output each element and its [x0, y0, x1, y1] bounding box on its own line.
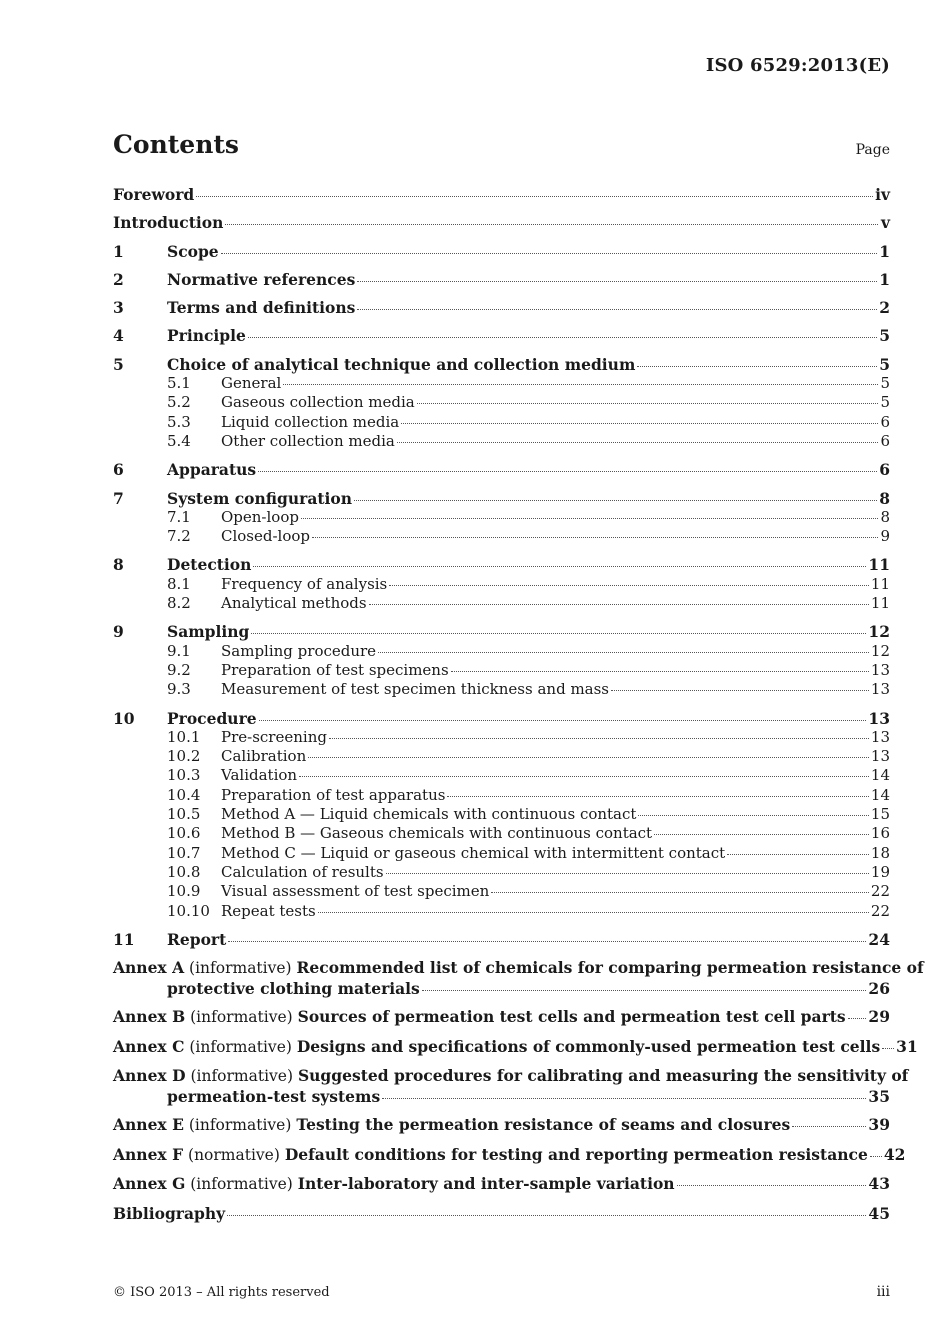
dot-leader — [727, 854, 869, 855]
annex-label: Annex G — [113, 1174, 186, 1194]
toc-entry-page: 35 — [868, 1086, 890, 1106]
toc-entry-page: 11 — [870, 594, 890, 613]
toc-entry-title: Preparation of test specimens — [221, 660, 449, 679]
annex-title: Inter-laboratory and inter-sample variation — [297, 1174, 675, 1194]
dot-leader — [389, 585, 869, 586]
dot-leader — [221, 253, 878, 254]
dot-leader — [401, 423, 878, 424]
toc-entry-page: 5 — [880, 393, 890, 412]
dot-leader — [259, 720, 867, 721]
annex-type: (informative) — [189, 959, 292, 978]
toc-entry-bibliography[interactable] — [113, 1204, 890, 1223]
toc-entry-page: 13 — [870, 727, 890, 746]
toc-entry-number: 10.8 — [167, 862, 201, 881]
toc-subentry-8-1[interactable] — [113, 575, 890, 594]
toc-entry-page: 1 — [879, 269, 890, 289]
toc-entry-number: 10.9 — [167, 882, 201, 901]
annex-label: Annex D — [113, 1066, 186, 1086]
toc-entry-title: Calibration — [221, 747, 307, 766]
toc-entry-number: 11 — [113, 929, 135, 949]
toc-entry-title: Calculation of results — [221, 862, 384, 881]
dot-leader — [354, 500, 877, 501]
toc-entry-page: 6 — [880, 431, 890, 450]
toc-entry-number: 5.3 — [167, 412, 191, 431]
annex-title-continued: permeation-test systems — [167, 1086, 381, 1106]
toc-subentry-10-10[interactable] — [113, 902, 890, 921]
annex-title: Recommended list of chemicals for comparing permeation resistance of — [296, 958, 924, 978]
toc-entry-page: 6 — [880, 412, 890, 431]
toc-annex-f[interactable] — [113, 1144, 906, 1166]
annex-type: (informative) — [190, 1067, 294, 1086]
toc-entry-title: Procedure — [167, 708, 257, 728]
toc-entry-page: 22 — [870, 901, 890, 920]
toc-entry-title: Detection — [167, 555, 252, 575]
toc-subentry-8-2[interactable] — [113, 594, 890, 613]
toc-entry-page: 43 — [868, 1174, 890, 1194]
toc-entry-page: 6 — [879, 460, 890, 480]
dot-leader — [611, 690, 869, 691]
toc-annex-d[interactable] — [113, 1066, 909, 1106]
toc-entry-number: 5 — [113, 354, 124, 374]
toc-annex-c[interactable] — [113, 1036, 918, 1058]
toc-entry-title: Liquid collection media — [221, 412, 400, 431]
toc-entry-page: 29 — [868, 1007, 890, 1027]
dot-leader — [638, 815, 868, 816]
toc-entry-page: 42 — [883, 1144, 906, 1164]
toc-entry-title: Frequency of analysis — [221, 574, 388, 593]
annex-type: (informative) — [189, 1037, 292, 1056]
annex-title: Suggested procedures for calibrating and measuring the sensitivity of — [297, 1066, 909, 1086]
toc-entry-page: 22 — [870, 882, 890, 901]
toc-entry-number: 6 — [113, 460, 124, 480]
toc-entry-page: 9 — [880, 527, 890, 546]
toc-entry-detection[interactable] — [113, 555, 890, 574]
toc-entry-number: 10.4 — [167, 785, 201, 804]
dot-leader — [227, 1215, 866, 1216]
toc-entry-number: 2 — [113, 269, 124, 289]
toc-entry-page: 1 — [879, 241, 890, 261]
toc-entry-number: 10.1 — [167, 727, 201, 746]
annex-type: (normative) — [188, 1145, 280, 1164]
toc-entry-number: 10.10 — [167, 901, 210, 920]
dot-leader — [654, 834, 869, 835]
toc-entry-number: 10.2 — [167, 747, 201, 766]
toc-entry-title: Other collection media — [221, 431, 395, 450]
toc-subentry-10-2[interactable] — [113, 747, 890, 766]
toc-entry-page: 2 — [879, 298, 890, 318]
annex-title: Default conditions for testing and reporting permeation resistance — [284, 1144, 868, 1164]
toc-entry-page: 5 — [879, 354, 890, 374]
toc-entry-number: 7.1 — [167, 507, 191, 526]
toc-subentry-10-6[interactable] — [113, 824, 890, 843]
document-id: ISO 6529:2013(E) — [705, 55, 890, 76]
toc-entry-number: 8.2 — [167, 594, 191, 613]
dot-leader — [196, 196, 873, 197]
toc-entry-title: Method A — Liquid chemicals with continuous contact — [221, 805, 637, 824]
annex-type: (informative) — [190, 1008, 293, 1027]
annex-type: (informative) — [190, 1175, 293, 1194]
dot-leader — [357, 309, 877, 310]
toc-subentry-10-7[interactable] — [113, 844, 890, 863]
toc-entry-number: 4 — [113, 326, 124, 346]
toc-entry-title: Open-loop — [221, 507, 299, 526]
dot-leader — [228, 941, 866, 942]
dot-leader — [417, 403, 878, 404]
page-number: iii — [876, 1284, 890, 1300]
toc-entry-foreword[interactable] — [113, 185, 890, 204]
dot-leader — [283, 384, 878, 385]
dot-leader — [251, 633, 866, 634]
toc-annex-b[interactable] — [113, 1007, 890, 1028]
toc-entry-title: Terms and definitions — [167, 298, 356, 318]
dot-leader — [382, 1098, 866, 1099]
toc-entry-page: 13 — [870, 660, 890, 679]
toc-subentry-7-2[interactable] — [113, 527, 890, 546]
toc-entry-page: 45 — [868, 1203, 890, 1223]
dot-leader — [248, 337, 877, 338]
toc-entry-title: Introduction — [113, 213, 224, 233]
toc-entry-title: Foreword — [113, 185, 195, 204]
toc-entry-number: 10 — [113, 708, 135, 728]
toc-entry-title: Normative references — [167, 269, 356, 289]
toc-entry-title: Preparation of test apparatus — [221, 785, 446, 804]
dot-leader — [357, 281, 877, 282]
toc-subentry-10-5[interactable] — [113, 805, 890, 824]
toc-entry-title: Measurement of test specimen thickness and mass — [221, 680, 610, 699]
toc-entry-title: Sampling procedure — [221, 641, 377, 660]
toc-entry-page: 14 — [870, 785, 890, 804]
dot-leader — [318, 912, 869, 913]
dot-leader — [451, 671, 869, 672]
toc-entry-title: Scope — [167, 241, 219, 261]
toc-subentry-9-1[interactable] — [113, 642, 890, 661]
toc-entry-normative-references[interactable] — [113, 270, 890, 289]
toc-entry-page: 18 — [870, 843, 890, 862]
dot-leader — [386, 873, 869, 874]
toc-subentry-5-4[interactable] — [113, 432, 890, 451]
toc-entry-terms-definitions[interactable] — [113, 298, 890, 317]
toc-entry-number: 9 — [113, 622, 124, 642]
toc-entry-title: General — [221, 374, 282, 393]
toc-subentry-10-3[interactable] — [113, 766, 890, 785]
toc-entry-page: 31 — [896, 1036, 918, 1056]
toc-entry-page: iv — [875, 185, 890, 204]
toc-entry-number: 10.5 — [167, 805, 201, 824]
toc-subentry-10-4[interactable] — [113, 786, 890, 805]
toc-entry-title: Pre-screening — [221, 727, 327, 746]
toc-entry-title: Apparatus — [167, 460, 257, 480]
toc-entry-principle[interactable] — [113, 326, 890, 345]
toc-entry-title: Method B — Gaseous chemicals with continuous contact — [221, 824, 653, 843]
toc-entry-page: 14 — [870, 766, 890, 785]
annex-type: (informative) — [188, 1116, 292, 1135]
toc-entry-number: 5.2 — [167, 393, 191, 412]
toc-entry-number: 9.1 — [167, 641, 191, 660]
toc-entry-page: 15 — [870, 805, 890, 824]
toc-entry-number: 10.7 — [167, 843, 201, 862]
annex-title: Testing the permeation resistance of seams and closures — [296, 1115, 791, 1135]
toc-entry-page: 12 — [868, 622, 890, 642]
toc-entry-page: 13 — [870, 747, 890, 766]
dot-leader — [397, 442, 878, 443]
toc-entry-number: 8.1 — [167, 574, 191, 593]
toc-entry-page: 8 — [879, 488, 890, 508]
toc-entry-choice-analytical-technique[interactable] — [113, 355, 890, 374]
dot-leader — [491, 892, 869, 893]
dot-leader — [369, 604, 869, 605]
toc-entry-title: Principle — [167, 326, 246, 346]
toc-entry-number: 1 — [113, 241, 124, 261]
annex-label: Annex A — [113, 958, 185, 978]
dot-leader — [447, 796, 868, 797]
toc-entry-number: 9.3 — [167, 680, 191, 699]
toc-entry-page: 5 — [880, 374, 890, 393]
toc-annex-e[interactable] — [113, 1115, 890, 1136]
dot-leader — [299, 776, 869, 777]
dot-leader — [258, 471, 877, 472]
dot-leader — [870, 1156, 882, 1157]
toc-entry-system-configuration[interactable] — [113, 489, 890, 508]
annex-title: Sources of permeation test cells and permeation test cell parts — [297, 1007, 846, 1027]
toc-subentry-7-1[interactable] — [113, 508, 890, 527]
annex-title: Designs and specifications of commonly-used permeation test cells — [296, 1036, 881, 1056]
dot-leader — [637, 366, 877, 367]
toc-subentry-5-3[interactable] — [113, 413, 890, 432]
toc-entry-page: v — [880, 213, 890, 233]
dot-leader — [848, 1018, 867, 1019]
toc-annex-a[interactable] — [113, 958, 924, 998]
toc-entry-page: 24 — [868, 929, 890, 949]
dot-leader — [378, 652, 869, 653]
toc-entry-page: 39 — [868, 1115, 890, 1135]
copyright-notice: © ISO 2013 – All rights reserved — [113, 1285, 330, 1300]
toc-entry-title: Method C — Liquid or gaseous chemical with intermittent contact — [221, 843, 726, 862]
toc-subentry-10-8[interactable] — [113, 863, 890, 882]
toc-entry-introduction[interactable] — [113, 213, 890, 232]
toc-subentry-10-9[interactable] — [113, 882, 890, 901]
toc-subentry-9-3[interactable] — [113, 680, 890, 699]
toc-annex-g[interactable] — [113, 1174, 890, 1195]
dot-leader — [308, 757, 869, 758]
toc-entry-scope[interactable] — [113, 242, 890, 261]
toc-entry-title: Sampling — [167, 622, 250, 642]
toc-entry-page: 13 — [870, 680, 890, 699]
toc-entry-title: Bibliography — [113, 1203, 226, 1223]
toc-entry-title: Closed-loop — [221, 527, 311, 546]
toc-entry-report[interactable] — [113, 930, 890, 949]
toc-entry-number: 10.6 — [167, 824, 201, 843]
toc-entry-page: 16 — [870, 824, 890, 843]
annex-title-continued: protective clothing materials — [167, 978, 420, 998]
toc-entry-title: Visual assessment of test specimen — [221, 882, 490, 901]
dot-leader — [792, 1126, 866, 1127]
toc-entry-page: 8 — [880, 507, 890, 526]
toc-entry-title: Repeat tests — [221, 901, 316, 920]
dot-leader — [882, 1048, 894, 1049]
toc-entry-title: Report — [167, 929, 227, 949]
toc-entry-number: 3 — [113, 298, 124, 318]
dot-leader — [225, 224, 878, 225]
toc-entry-page: 5 — [879, 326, 890, 346]
toc-entry-page: 12 — [870, 641, 890, 660]
toc-entry-procedure[interactable] — [113, 709, 890, 728]
toc-entry-number: 10.3 — [167, 766, 201, 785]
dot-leader — [422, 990, 867, 991]
annex-label: Annex B — [113, 1007, 186, 1027]
annex-label: Annex E — [113, 1115, 184, 1135]
toc-entry-page: 13 — [868, 708, 890, 728]
dot-leader — [301, 518, 878, 519]
annex-label: Annex F — [113, 1144, 184, 1164]
toc-entry-number: 5.1 — [167, 374, 191, 393]
toc-entry-title: Gaseous collection media — [221, 393, 415, 412]
table-of-contents — [113, 185, 924, 1223]
dot-leader — [312, 537, 878, 538]
toc-subentry-5-1[interactable] — [113, 374, 890, 393]
page-column-label: Page — [855, 142, 890, 158]
toc-entry-page: 11 — [868, 555, 890, 575]
toc-entry-title: Validation — [221, 766, 298, 785]
toc-entry-number: 7 — [113, 488, 124, 508]
toc-entry-page: 19 — [870, 862, 890, 881]
toc-entry-number: 7.2 — [167, 527, 191, 546]
toc-entry-title: Analytical methods — [221, 594, 367, 613]
annex-label: Annex C — [113, 1036, 185, 1056]
toc-entry-page: 26 — [868, 978, 890, 998]
toc-entry-number: 8 — [113, 555, 124, 575]
toc-entry-title: System configuration — [167, 488, 353, 508]
toc-entry-number: 5.4 — [167, 431, 191, 450]
dot-leader — [677, 1185, 867, 1186]
toc-entry-apparatus[interactable] — [113, 460, 890, 479]
toc-entry-title: Choice of analytical technique and collection medium — [167, 354, 636, 374]
toc-subentry-10-1[interactable] — [113, 728, 890, 747]
toc-entry-number: 9.2 — [167, 660, 191, 679]
contents-title: Contents — [113, 130, 240, 159]
toc-subentry-5-2[interactable] — [113, 393, 890, 412]
toc-entry-sampling[interactable] — [113, 622, 890, 641]
toc-subentry-9-2[interactable] — [113, 661, 890, 680]
dot-leader — [253, 566, 866, 567]
dot-leader — [329, 738, 869, 739]
toc-entry-page: 11 — [870, 574, 890, 593]
